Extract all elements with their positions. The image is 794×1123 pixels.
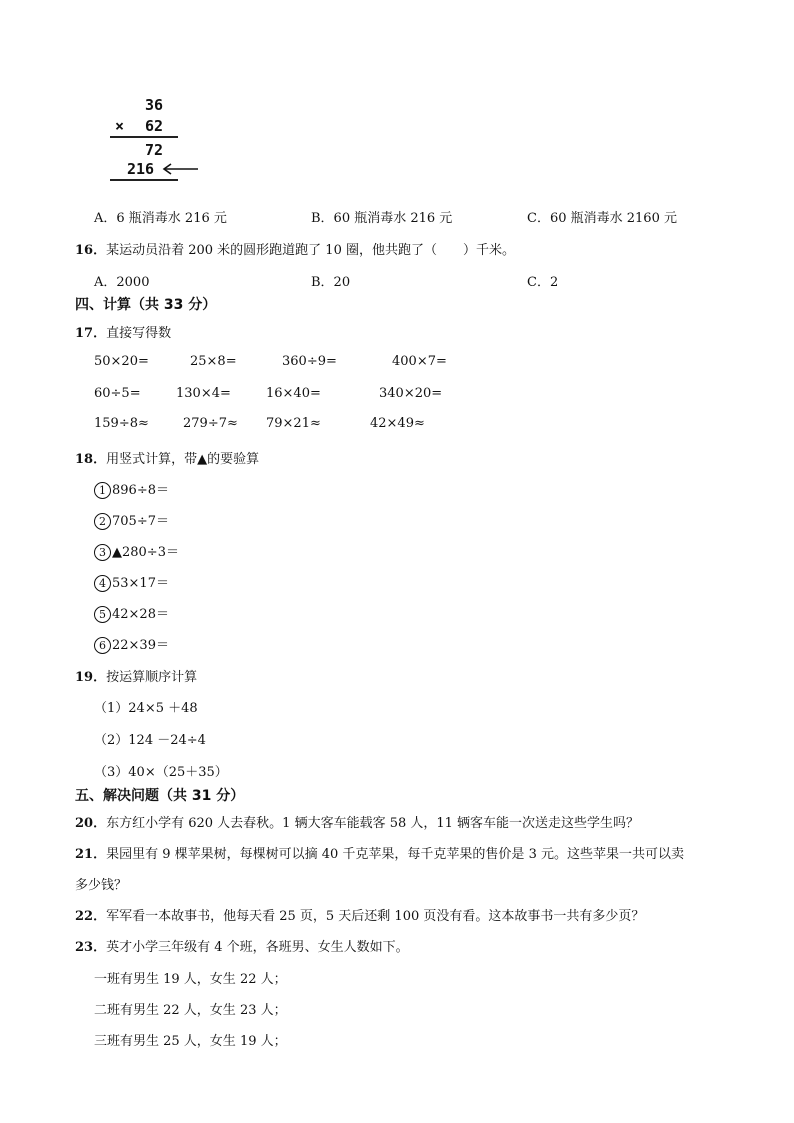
q18-item — [94, 572, 169, 592]
q17-item: 340×20= — [379, 386, 443, 401]
q17-text: 直接写得数 — [106, 326, 172, 341]
question-21 — [75, 843, 684, 862]
q18-item — [94, 479, 169, 499]
question-23 — [75, 936, 409, 955]
q23-class-line: 三班有男生 25 人，女生 19 人； — [94, 1034, 287, 1049]
q15-option-a: A．6 瓶消毒水 216 元 — [94, 211, 227, 226]
q17-item: 279÷7≈ — [183, 416, 238, 431]
q17-item: 360÷9= — [282, 354, 337, 369]
q18-item — [94, 603, 169, 623]
partial-product-2: 216 — [127, 160, 155, 178]
q17-number: 17． — [75, 326, 107, 341]
q17-item: 130×4= — [176, 386, 231, 401]
q16-option-c: C．2 — [527, 275, 559, 290]
q16-number: 16． — [75, 243, 107, 258]
q16-text: 某运动员沿着 200 米的圆形跑道跑了 10 圈，他共跑了（ ）千米。 — [106, 243, 515, 258]
q18-text: 用竖式计算，带▲的要验算 — [106, 452, 260, 467]
q20-number: 20． — [75, 816, 107, 831]
q18-item — [94, 510, 169, 530]
q21-text-line1: 果园里有 9 棵苹果树，每棵树可以摘 40 千克苹果，每千克苹果的售价是 3 元。这些苹果一共可以卖 — [106, 847, 684, 862]
q17-item: 159÷8≈ — [94, 416, 149, 431]
q18-expr: 896÷8＝ — [112, 483, 169, 498]
q19-text: 按运算顺序计算 — [106, 670, 198, 685]
circled-number: 4 — [94, 575, 111, 592]
q18-number: 18． — [75, 452, 107, 467]
question-20 — [75, 812, 639, 831]
question-19 — [75, 666, 197, 685]
q19-item: （2）124 －24÷4 — [94, 733, 206, 748]
question-18 — [75, 448, 259, 467]
q17-item: 50×20= — [94, 354, 149, 369]
q17-item: 42×49≈ — [370, 416, 425, 431]
partial-product-1: 72 — [145, 141, 164, 159]
q18-item — [94, 541, 179, 561]
q23-class-line: 一班有男生 19 人，女生 22 人； — [94, 972, 287, 987]
q23-text: 英才小学三年级有 4 个班，各班男、女生人数如下。 — [106, 940, 409, 955]
q17-item: 400×7= — [392, 354, 447, 369]
q17-item: 25×8= — [190, 354, 237, 369]
arrow-left-icon — [160, 162, 200, 176]
circled-number: 1 — [94, 482, 111, 499]
q17-item: 79×21≈ — [266, 416, 321, 431]
circled-number: 2 — [94, 513, 111, 530]
q18-expr: 53×17＝ — [112, 576, 169, 591]
section-5-title: 五、解决问题（共 31 分） — [75, 788, 245, 804]
circled-number: 3 — [94, 544, 111, 561]
question-22 — [75, 905, 644, 924]
q16-option-b: B．20 — [311, 275, 351, 290]
q18-expr: 705÷7＝ — [112, 514, 169, 529]
multiplicand: 36 — [145, 96, 164, 114]
q15-option-c: C．60 瓶消毒水 2160 元 — [527, 211, 677, 226]
q22-number: 22． — [75, 909, 107, 924]
times-sign: × — [115, 117, 125, 135]
circled-number: 6 — [94, 637, 111, 654]
q18-item — [94, 634, 169, 654]
q19-item: （3）40×（25＋35） — [94, 765, 228, 780]
q18-expr: ▲280÷3＝ — [112, 545, 179, 560]
multiplier: 62 — [145, 117, 164, 135]
q21-text-line2: 多少钱？ — [75, 878, 128, 893]
q20-text: 东方红小学有 620 人去春秋。1 辆大客车能载客 58 人，11 辆客车能一次送走这些学生吗？ — [106, 816, 640, 831]
q17-item: 16×40= — [266, 386, 321, 401]
q18-expr: 42×28＝ — [112, 607, 169, 622]
q18-expr: 22×39＝ — [112, 638, 169, 653]
circled-number: 5 — [94, 606, 111, 623]
q16-option-a: A．2000 — [94, 275, 150, 290]
q23-number: 23． — [75, 940, 107, 955]
question-17 — [75, 322, 171, 341]
section-4-title: 四、计算（共 33 分） — [75, 297, 217, 313]
bottom-line — [110, 179, 178, 181]
q21-number: 21． — [75, 847, 107, 862]
q15-option-b: B．60 瓶消毒水 216 元 — [311, 211, 453, 226]
question-16 — [75, 239, 515, 258]
product-line — [110, 136, 178, 138]
q19-number: 19． — [75, 670, 107, 685]
q19-item: （1）24×5 ＋48 — [94, 701, 198, 716]
q23-class-line: 二班有男生 22 人，女生 23 人； — [94, 1003, 287, 1018]
q22-text: 军军看一本故事书，他每天看 25 页，5 天后还剩 100 页没有看。这本故事书一共有多少页？ — [106, 909, 645, 924]
q17-item: 60÷5= — [94, 386, 141, 401]
